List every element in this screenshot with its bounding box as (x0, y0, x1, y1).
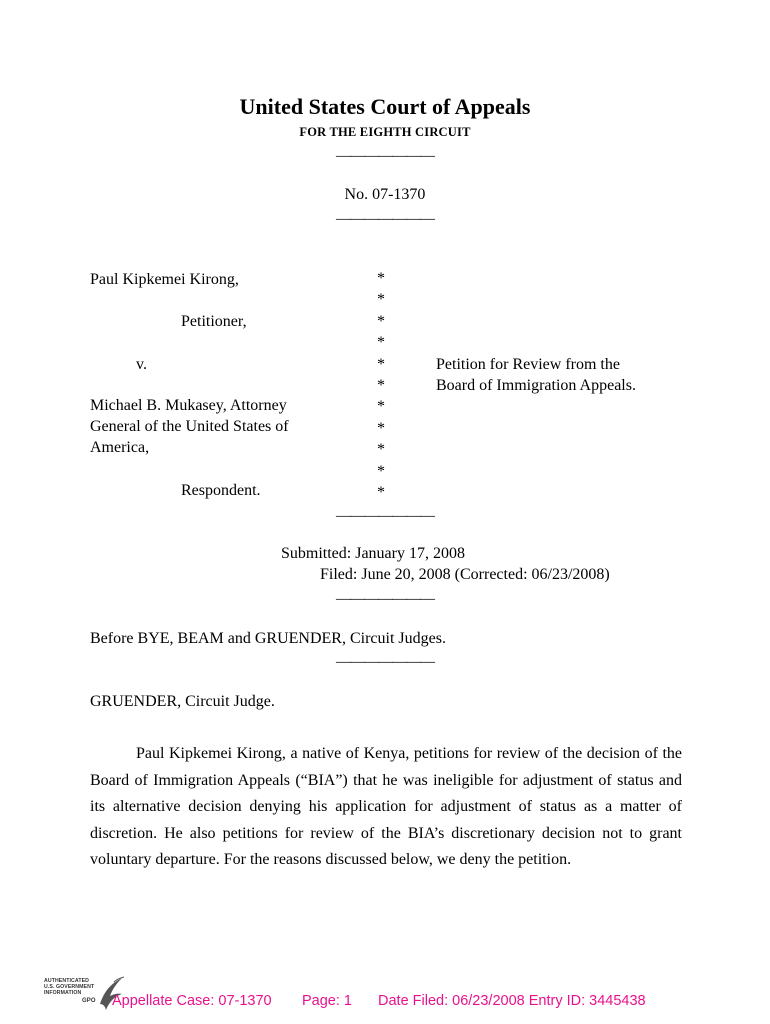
versus: v. (136, 356, 147, 373)
petition-line-2: Board of Immigration Appeals. (436, 377, 636, 394)
respondent-line-1: Michael B. Mukasey, Attorney (90, 397, 287, 414)
caption-star: * (377, 441, 385, 459)
circuit-subtitle: FOR THE EIGHTH CIRCUIT (299, 125, 471, 139)
filed-date: Filed: June 20, 2008 (Corrected: 06/23/2008) (320, 566, 610, 583)
petitioner-role: Petitioner, (181, 313, 247, 330)
footer-page-number: Page: 1 (302, 993, 352, 1009)
gpo-logo-mark: GPO (82, 998, 96, 1004)
caption-star-column (377, 268, 385, 503)
gpo-logo-line: AUTHENTICATED (44, 978, 90, 984)
gpo-logo-line: INFORMATION (44, 990, 82, 996)
footer-date-filed: Date Filed: 06/23/2008 Entry ID: 3445438 (378, 993, 646, 1009)
caption-star: * (377, 291, 385, 309)
divider-rule: ——————— (336, 591, 434, 607)
submitted-date: Submitted: January 17, 2008 (281, 545, 465, 562)
caption-star: * (377, 355, 385, 373)
footer-case-number: Appellate Case: 07-1370 (112, 993, 272, 1009)
case-number: No. 07-1370 (344, 186, 426, 203)
caption-star: * (377, 419, 385, 437)
opening-paragraph: Paul Kipkemei Kirong, a native of Kenya, petitions for review of the decision of the Board of Immigration Appeals (“BIA”) that he was ineligible for adjustment of status and its alternative decision denying his application for adjustment of status as a matter of discretion. He also petitions for review of the BIA’s discretionary decision not to grant voluntary departure. For the reasons discussed below, we deny the petition. (90, 745, 682, 868)
caption-star: * (377, 312, 385, 330)
gpo-logo-line: U.S. GOVERNMENT (44, 984, 95, 990)
divider-rule: ——————— (336, 654, 434, 670)
respondent-line-3: America, (90, 439, 150, 456)
court-title: United States Court of Appeals (239, 94, 531, 119)
opinion-author: GRUENDER, Circuit Judge. (90, 693, 275, 710)
panel-judges: Before BYE, BEAM and GRUENDER, Circuit Judges. (90, 630, 446, 647)
petition-line-1: Petition for Review from the (436, 356, 620, 373)
divider-rule: ——————— (336, 508, 434, 524)
respondent-role: Respondent. (181, 482, 261, 499)
caption-star: * (377, 270, 385, 287)
divider-rule: ——————— (336, 148, 434, 164)
caption-star: * (377, 377, 385, 395)
respondent-line-2: General of the United States of (90, 418, 289, 435)
caption-star: * (377, 334, 385, 352)
caption-star: * (377, 462, 385, 480)
divider-rule: ——————— (336, 211, 434, 227)
caption-star: * (377, 484, 385, 502)
caption-star: * (377, 398, 385, 416)
petitioner-name: Paul Kipkemei Kirong, (90, 271, 239, 288)
